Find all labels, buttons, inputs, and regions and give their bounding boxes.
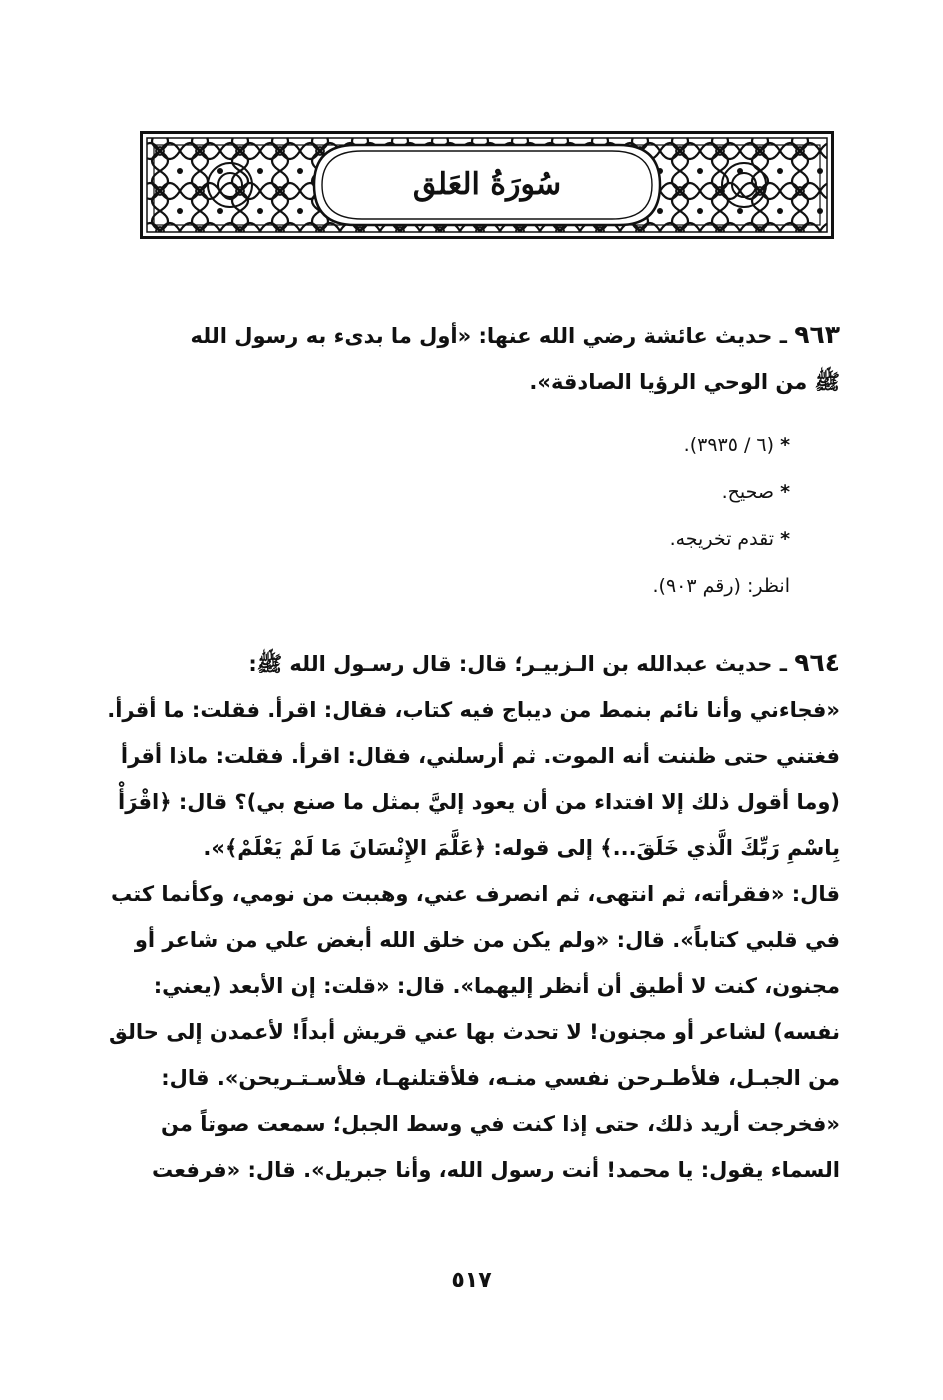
hadith-line: بِاسْمِ رَبِّكَ الَّذي خَلَقَ...﴾ إلى قوله: ﴿عَلَّمَ الإِنْسَانَ مَا لَمْ يَعْلَمْ﴾».: [203, 836, 840, 860]
hadith-number: ٩٦٤: [794, 648, 840, 677]
hadith-line: في قلبي كتاباً». قال: «ولم يكن من خلق الله أبغض علي من شاعر أو: [134, 928, 840, 952]
hadith-line: مجنون، كنت لا أطيق أن أنظر إليهما». قال: «قلت: إن الأبعد (يعني:: [153, 974, 840, 998]
hadith-number: ٩٦٣: [794, 320, 840, 349]
hadith-text: ـ حديث عائشة رضي الله عنها: «أول ما بدىء به رسول الله: [190, 324, 787, 348]
note-takhrij: *تقدم تخريجه.: [669, 528, 790, 550]
hadith-964: [107, 640, 840, 1193]
page-number: ٥١٧: [451, 1268, 492, 1293]
note-star: *: [780, 481, 790, 503]
hadith-line: من الجبـل، فلأطـرحن نفسي منـه، فلأقتلنهـا، فلأسـتـريحن». قال:: [161, 1066, 840, 1090]
hadith-line: (وما أقول ذلك إلا افتداء من أن يعود إليَّ بمثل ما صنع بي)؟ قال: ﴿اقْرَأْ: [118, 790, 840, 814]
surah-title: سُورَةُ العَلق: [412, 166, 562, 202]
note-reference: *(٦ / ٣٩٣٥).: [683, 434, 790, 456]
hadith-line: نفسه) لشاعر أو مجنون! لا تحدث بها عني قريش أبداً! لأعمدن إلى حالق: [109, 1020, 840, 1044]
hadith-line: [125, 312, 840, 359]
hadith-line: «فخرجت أريد ذلك، حتى إذا كنت في وسط الجبل؛ سمعت صوتاً من: [160, 1112, 840, 1136]
hadith-text: ـ حديث عبدالله بن الـزبيـر؛ قال: قال رسـول الله ﷺ:: [248, 652, 787, 676]
note-star: *: [780, 528, 790, 550]
note-grade: *صحيح.: [721, 481, 790, 503]
surah-header-banner: [140, 131, 834, 239]
hadith-line: [125, 640, 840, 687]
hadith-line: ﷺ من الوحي الرؤيا الصادقة».: [529, 370, 840, 394]
hadith-line: فغتني حتى ظننت أنه الموت. ثم أرسلني، فقال: اقرأ. فقلت: ماذا أقرأ: [120, 744, 840, 768]
note-see-also: انظر: (رقم ٩٠٣).: [652, 575, 790, 597]
hadith-963-notes: [400, 422, 790, 610]
note-star: *: [780, 434, 790, 456]
hadith-963: [125, 312, 840, 405]
hadith-line: السماء يقول: يا محمد! أنت رسول الله، وأنا جبريل». قال: «فرفعت: [152, 1158, 840, 1182]
hadith-line: قال: «فقرأته، ثم انتهى، ثم انصرف عني، وهببت من نومي، وكأنما كتب: [111, 882, 840, 906]
hadith-line: «فجاءني وأنا نائم بنمط من ديباج فيه كتاب، فقال: اقرأ. فقلت: ما أقرأ.: [107, 698, 840, 722]
